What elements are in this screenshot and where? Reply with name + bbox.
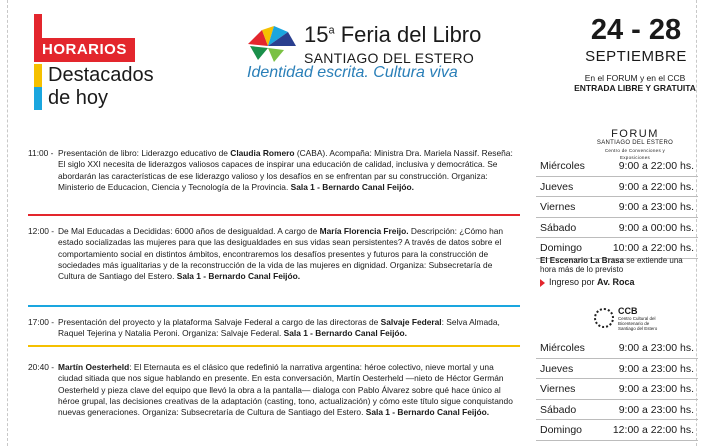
divider-yellow: [28, 345, 520, 347]
schedule-row: Viernes 9:00 a 23:00 hs.: [536, 197, 698, 218]
fair-title: 15$^a$ Feria del Libro: [304, 22, 482, 47]
schedule-row: Sábado 9:00 a 23:00 hs.: [536, 400, 698, 421]
schedule-row: Sábado 9:00 a 00:00 hs.: [536, 218, 698, 239]
schedule-row: Jueves 9:00 a 23:00 hs.: [536, 359, 698, 380]
ccb-logo: CCB Centro Cultural del Bicentenario de Santiago del Estero: [594, 306, 674, 332]
venue-info: En el FORUM y en el CCB ENTRADA LIBRE Y GRATUITA: [574, 73, 696, 93]
ccb-emblem-icon: [594, 308, 614, 328]
destacados-heading: Destacados de hoy: [48, 64, 154, 109]
schedule-row: Miércoles 9:00 a 23:00 hs.: [536, 338, 698, 359]
schedule-row: Domingo 10:00 a 22:00 hs.: [536, 238, 698, 259]
horarios-badge: HORARIOS: [34, 38, 135, 62]
divider-blue: [28, 305, 520, 307]
fair-subtitle: SANTIAGO DEL ESTERO: [304, 50, 475, 66]
fair-tagline: Identidad escrita. Cultura viva: [247, 64, 458, 81]
schedule-row: Miércoles 9:00 a 22:00 hs.: [536, 156, 698, 177]
schedule-row: Jueves 9:00 a 22:00 hs.: [536, 177, 698, 198]
schedule-row: Viernes 9:00 a 23:00 hs.: [536, 379, 698, 400]
date-range: 24 - 28: [590, 14, 682, 46]
schedule-row: Domingo 12:00 a 22:00 hs.: [536, 420, 698, 441]
escenario-note: El Escenario La Brasa se extiende una hora más de lo previsto: [540, 256, 683, 275]
forum-schedule: [536, 156, 698, 259]
forum-logo: FORUM SANTIAGO DEL ESTERO Centro de Convenciones y Exposiciones: [596, 128, 674, 160]
accent-bar-red: [34, 14, 42, 38]
date-month: SEPTIEMBRE: [585, 48, 687, 65]
arrow-right-icon: [540, 279, 545, 287]
accent-bars: [34, 64, 42, 110]
ingreso-info: Ingreso por Av. Roca: [540, 277, 698, 287]
divider-red: [28, 214, 520, 216]
perforated-edge-left: [0, 0, 8, 446]
book-logo-icon: [244, 24, 300, 64]
ccb-schedule: [536, 338, 698, 441]
